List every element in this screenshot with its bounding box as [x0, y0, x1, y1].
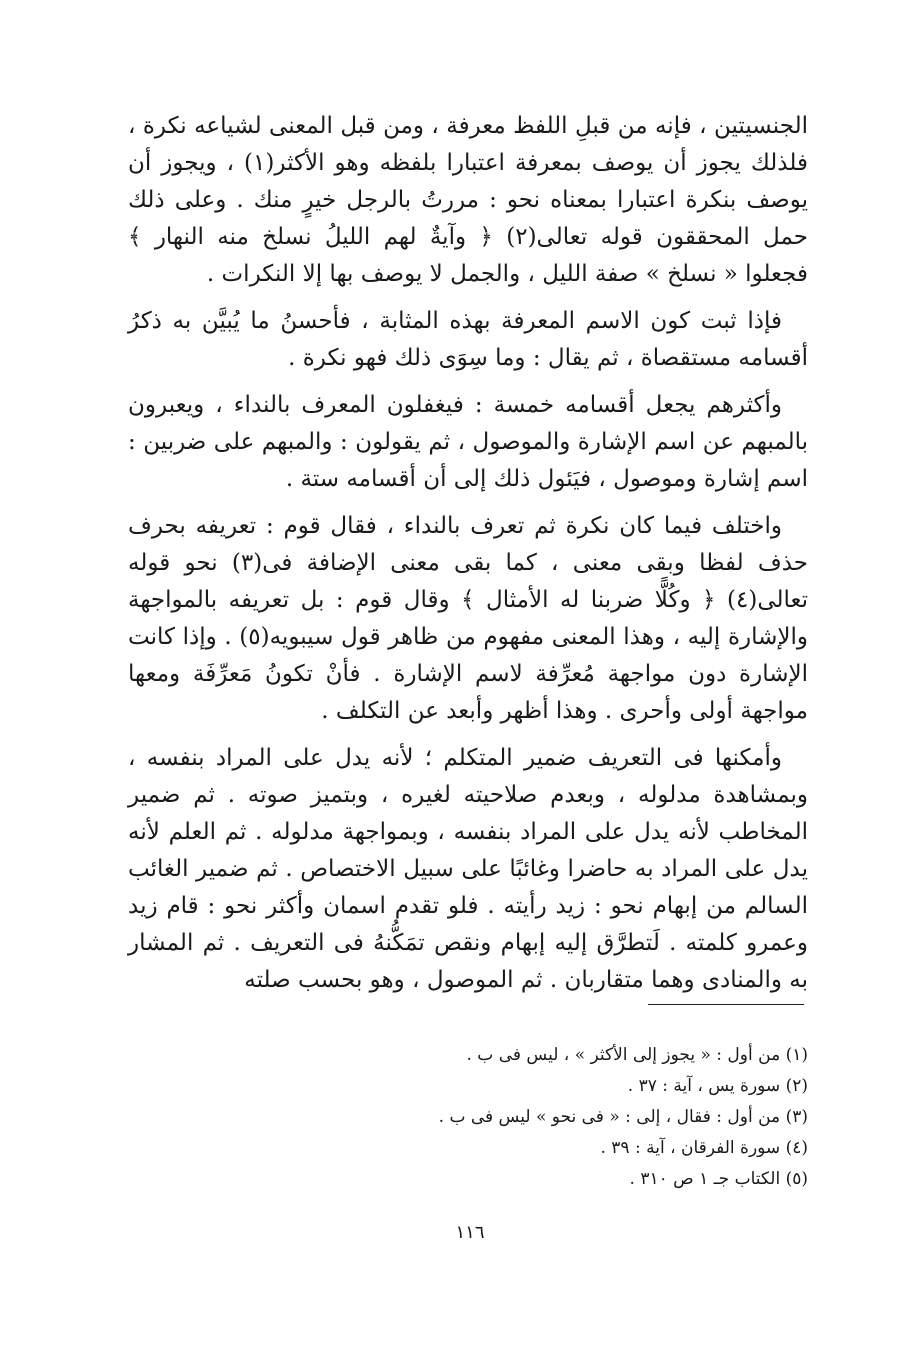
footnote-5: (٥) الكتاب جـ ١ ص ٣١٠ .: [629, 1169, 808, 1189]
footnote-3: (٣) من أول : فقال ، إلى : « فى نحو » ليس فى ب .: [438, 1107, 808, 1127]
footnotes: [300, 1040, 808, 1195]
footnote-2: (٢) سورة يس ، آية : ٣٧ .: [627, 1076, 808, 1096]
footnote-4: (٤) سورة الفرقان ، آية : ٣٩ .: [600, 1138, 808, 1158]
paragraph-5: وأمكنها فى التعريف ضمير المتكلم ؛ لأنه يدل على المراد بنفسه ، وبمشاهدة مدلوله ، وبعدم صلاحيته لغيره ، وبتميز صوته . ثم ضمير المخاطب لأنه يدل على المراد بنفسه ، وبمواجهة مدلوله . ثم العلم لأنه يدل على المراد به حاضرا وغائبًا على سبيل الاختصاص . ثم ضمير الغائب السالم من إبهام نحو : زيد رأيته . فلو تقدم اسمان وأكثر نحو : قام زيد وعمرو كلمته . لَتطرَّق إليه إبهام ونقص تمَكُّنهُ فى التعريف . ثم المشار به والمنادى وهما متقاربان . ثم الموصول ، وهو بحسب صلته: [128, 745, 808, 993]
page-number: ١١٦: [455, 1222, 485, 1243]
footnote-separator: [648, 1004, 804, 1005]
main-text: [128, 108, 808, 1009]
paragraph-3: وأكثرهم يجعل أقسامه خمسة : فيغفلون المعرف بالنداء ، ويعبرون بالمبهم عن اسم الإشارة والموصول ، ثم يقولون : والمبهم على ضربين : اسم إشارة وموصول ، فيَئول ذلك إلى أن أقسامه ستة .: [128, 392, 808, 492]
paragraph-4: واختلف فيما كان نكرة ثم تعرف بالنداء ، فقال قوم : تعريفه بحرف حذف لفظا وبقى معنى ، كما بقى معنى الإضافة فى(٣) نحو قوله تعالى(٤) ﴿ وكُلًّا ضربنا له الأمثال ﴾ وقال قوم : بل تعريفه بالمواجهة والإشارة إليه ، وهذا المعنى مفهوم من ظاهر قول سيبويه(٥) . وإذا كانت الإشارة دون مواجهة مُعرِّفة لاسم الإشارة . فأنْ تكونُ مَعرِّفَة ومعها مواجهة أولى وأحرى . وهذا أظهر وأبعد عن التكلف .: [128, 513, 808, 724]
paragraph-2: فإذا ثبت كون الاسم المعرفة بهذه المثابة ، فأحسنُ ما يُبيَّن به ذكرُ أقسامه مستقصاة ، ثم يقال : وما سِوَى ذلك فهو نكرة .: [128, 308, 808, 371]
paragraph-1: الجنسيتين ، فإنه من قبلِ اللفظ معرفة ، ومن قبل المعنى لشياعه نكرة ، فلذلك يجوز أن يوصف بمعرفة اعتبارا بلفظه وهو الأكثر(١) ، ويجوز أن يوصف بنكرة اعتبارا بمعناه نحو : مررتُ بالرجل خيرٍ منك . وعلى ذلك حمل المحققون قوله تعالى(٢) ﴿ وآيةٌ لهم الليلُ نسلخ منه النهار ﴾ فجعلوا « نسلخ » صفة الليل ، والجمل لا يوصف بها إلا النكرات .: [128, 113, 808, 287]
footnote-1: (١) من أول : « يجوز إلى الأكثر » ، ليس فى ب .: [466, 1045, 808, 1065]
